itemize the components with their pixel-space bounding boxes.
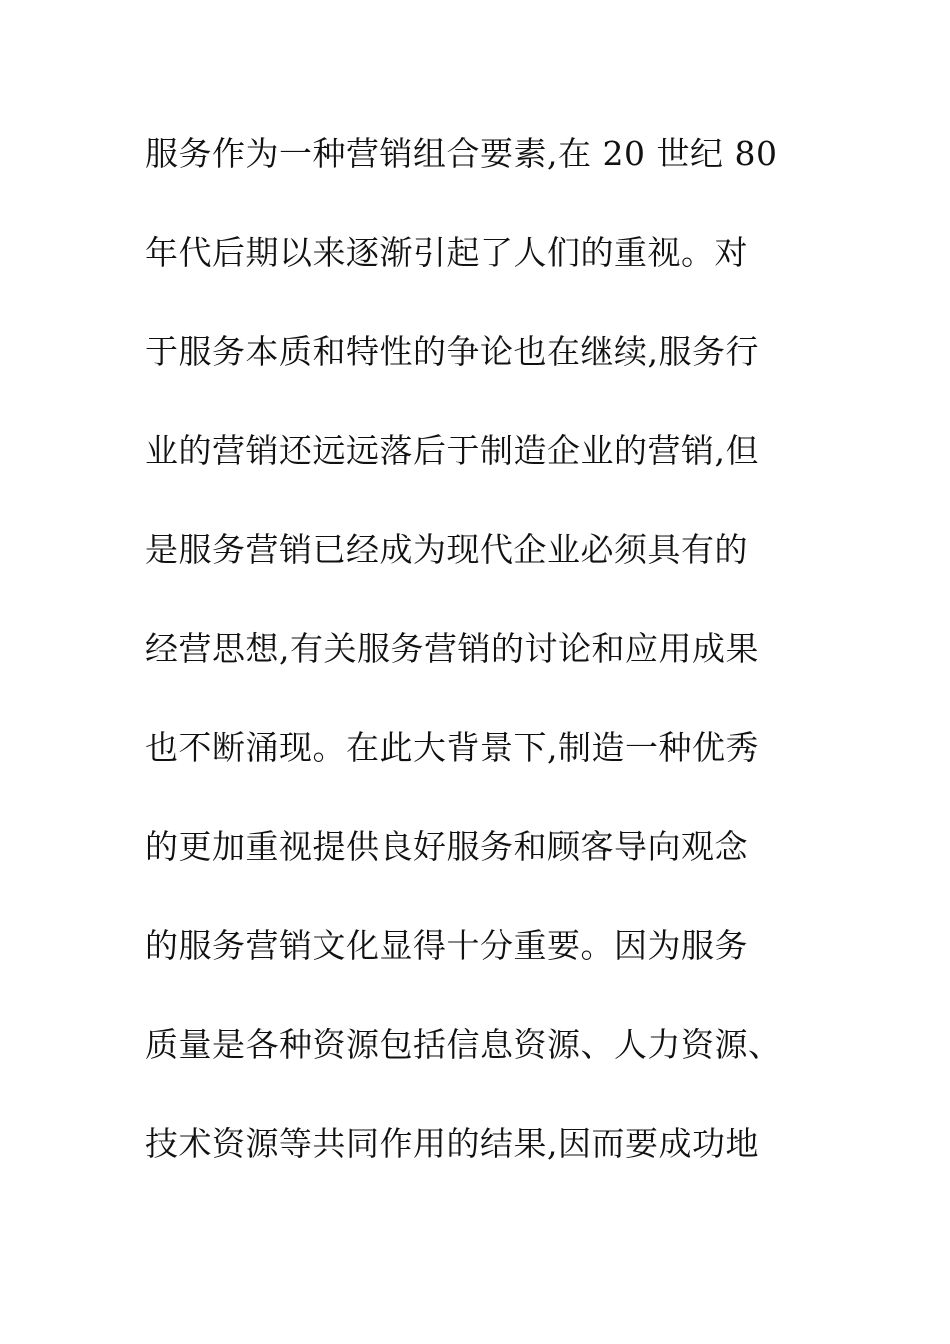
text-line: 经营思想,有关服务营销的讨论和应用成果 [145,629,759,668]
text-line: 的更加重视提供良好服务和顾客导向观念 [145,827,748,866]
text-line: 业的营销还远远落后于制造企业的营销,但 [145,431,759,470]
text-line: 质量是各种资源包括信息资源、人力资源、 [145,1025,782,1064]
text-line: 技术资源等共同作用的结果,因而要成功地 [145,1124,759,1163]
text-line: 的服务营销文化显得十分重要。因为服务 [145,926,748,965]
text-line: 也不断涌现。在此大背景下,制造一种优秀 [145,728,759,767]
text-line: 年代后期以来逐渐引起了人们的重视。对 [145,233,748,272]
text-line: 服务作为一种营销组合要素,在 20 世纪 80 [145,134,778,173]
body-paragraph [145,128,805,1217]
text-line: 于服务本质和特性的争论也在继续,服务行 [145,332,759,371]
text-line: 是服务营销已经成为现代企业必须具有的 [145,530,748,569]
